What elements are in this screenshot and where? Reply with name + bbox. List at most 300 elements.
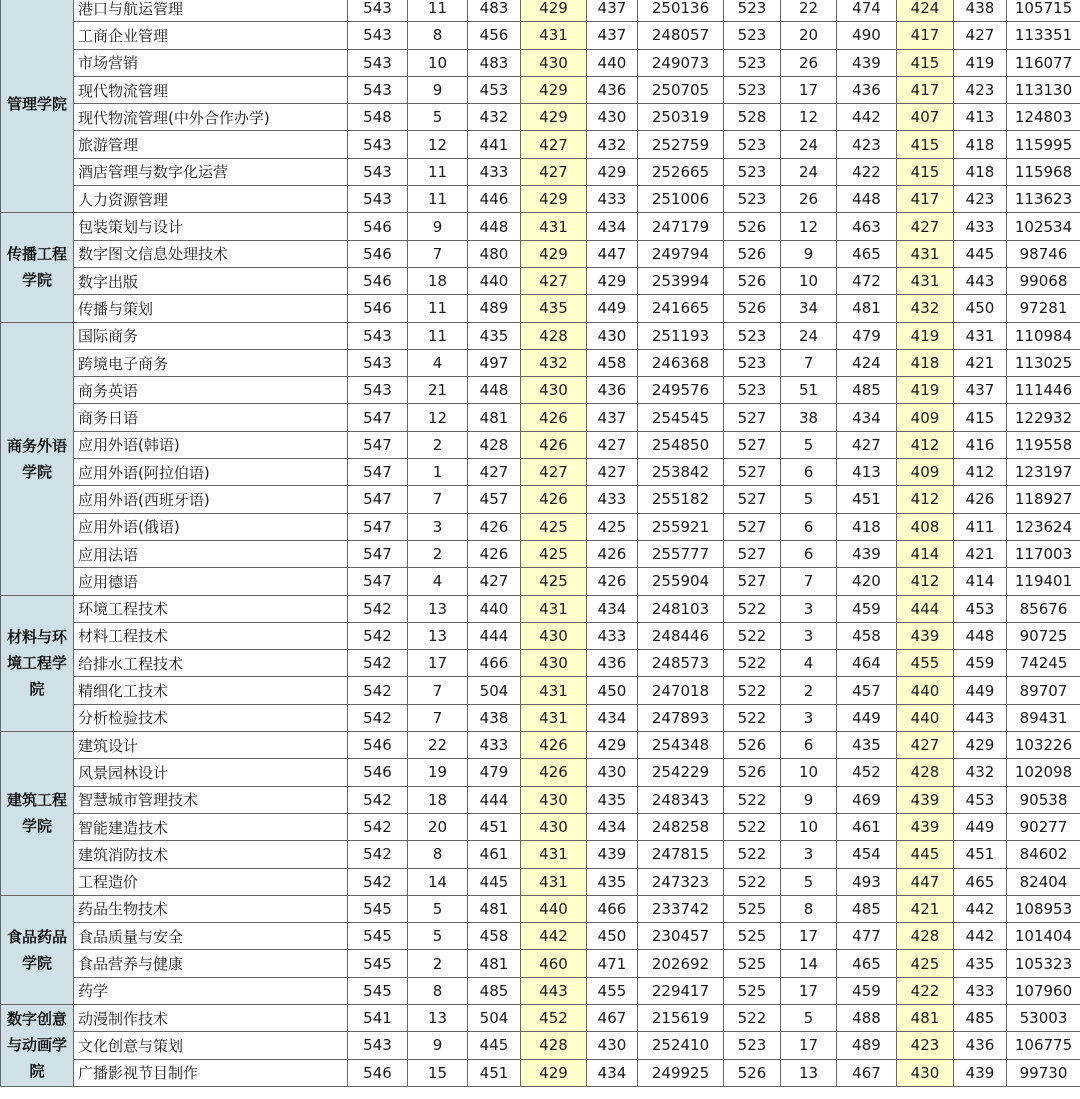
score-cell: 526 — [724, 1059, 781, 1086]
score-cell: 427 — [954, 22, 1007, 49]
major-name-cell: 智能建造技术 — [74, 813, 348, 840]
table-row — [1, 267, 1080, 294]
table-row — [1, 1059, 1080, 1086]
score-cell: 408 — [897, 513, 954, 540]
score-cell: 21 — [408, 377, 468, 404]
score-cell: 443 — [521, 977, 587, 1004]
score-cell: 522 — [724, 595, 781, 622]
score-cell: 51 — [781, 377, 837, 404]
score-cell: 17 — [781, 76, 837, 103]
score-cell: 2 — [408, 950, 468, 977]
score-cell: 8 — [408, 22, 468, 49]
score-cell: 504 — [468, 677, 521, 704]
score-cell: 433 — [468, 732, 521, 759]
score-cell: 522 — [724, 677, 781, 704]
score-cell: 422 — [897, 977, 954, 1004]
major-name-cell: 精细化工技术 — [74, 677, 348, 704]
score-cell: 122932 — [1007, 404, 1080, 431]
score-cell: 409 — [897, 404, 954, 431]
score-cell: 247815 — [638, 841, 724, 868]
score-cell: 465 — [837, 240, 897, 267]
score-cell: 427 — [521, 131, 587, 158]
score-cell: 99730 — [1007, 1059, 1080, 1086]
score-cell: 522 — [724, 650, 781, 677]
table-row — [1, 595, 1080, 622]
score-cell: 415 — [897, 158, 954, 185]
score-cell: 74245 — [1007, 650, 1080, 677]
score-cell: 430 — [521, 377, 587, 404]
score-cell: 250319 — [638, 104, 724, 131]
score-cell: 445 — [468, 868, 521, 895]
score-cell: 481 — [837, 295, 897, 322]
score-cell: 450 — [954, 295, 1007, 322]
score-cell: 429 — [587, 732, 638, 759]
score-cell: 432 — [468, 104, 521, 131]
score-cell: 430 — [521, 622, 587, 649]
score-cell: 547 — [348, 486, 408, 513]
score-cell: 493 — [837, 868, 897, 895]
score-cell: 430 — [521, 813, 587, 840]
score-cell: 522 — [724, 813, 781, 840]
score-cell: 113623 — [1007, 186, 1080, 213]
score-cell: 20 — [408, 813, 468, 840]
table-row — [1, 131, 1080, 158]
score-cell: 430 — [521, 650, 587, 677]
score-cell: 436 — [587, 76, 638, 103]
score-cell: 430 — [587, 1032, 638, 1059]
score-cell: 418 — [954, 158, 1007, 185]
score-cell: 106775 — [1007, 1032, 1080, 1059]
score-cell: 481 — [897, 1004, 954, 1031]
score-cell: 113351 — [1007, 22, 1080, 49]
score-cell: 248446 — [638, 622, 724, 649]
score-cell: 115968 — [1007, 158, 1080, 185]
score-cell: 489 — [837, 1032, 897, 1059]
score-cell: 247323 — [638, 868, 724, 895]
score-cell: 490 — [837, 22, 897, 49]
score-cell: 123624 — [1007, 513, 1080, 540]
score-cell: 546 — [348, 732, 408, 759]
score-cell: 9 — [408, 76, 468, 103]
score-cell: 414 — [897, 540, 954, 567]
score-cell: 436 — [587, 377, 638, 404]
score-cell: 479 — [468, 759, 521, 786]
major-name-cell: 动漫制作技术 — [74, 1004, 348, 1031]
score-cell: 426 — [521, 404, 587, 431]
score-cell: 429 — [587, 267, 638, 294]
score-cell: 547 — [348, 513, 408, 540]
major-name-cell: 应用外语(俄语) — [74, 513, 348, 540]
score-cell: 451 — [468, 1059, 521, 1086]
major-name-cell: 应用德语 — [74, 568, 348, 595]
score-cell: 430 — [587, 759, 638, 786]
score-cell: 433 — [587, 622, 638, 649]
score-cell: 485 — [837, 377, 897, 404]
score-cell: 542 — [348, 650, 408, 677]
score-cell: 466 — [587, 895, 638, 922]
table-row — [1, 977, 1080, 1004]
score-cell: 12 — [408, 131, 468, 158]
score-cell: 546 — [348, 1059, 408, 1086]
score-cell: 466 — [468, 650, 521, 677]
score-cell: 249073 — [638, 49, 724, 76]
score-cell: 453 — [468, 76, 521, 103]
score-cell: 6 — [781, 540, 837, 567]
score-cell: 252665 — [638, 158, 724, 185]
score-cell: 2 — [781, 677, 837, 704]
score-cell: 413 — [837, 459, 897, 486]
score-cell: 14 — [781, 950, 837, 977]
score-cell: 248343 — [638, 786, 724, 813]
score-cell: 10 — [408, 49, 468, 76]
score-cell: 7 — [408, 240, 468, 267]
table-row — [1, 22, 1080, 49]
score-cell: 438 — [468, 704, 521, 731]
score-cell: 440 — [468, 267, 521, 294]
score-cell: 98746 — [1007, 240, 1080, 267]
score-cell: 438 — [954, 0, 1007, 22]
score-cell: 441 — [468, 131, 521, 158]
score-cell: 434 — [587, 704, 638, 731]
score-cell: 85676 — [1007, 595, 1080, 622]
score-cell: 253994 — [638, 267, 724, 294]
score-cell: 427 — [521, 267, 587, 294]
score-cell: 460 — [521, 950, 587, 977]
score-cell: 526 — [724, 759, 781, 786]
score-cell: 97281 — [1007, 295, 1080, 322]
table-row — [1, 786, 1080, 813]
major-name-cell: 药品生物技术 — [74, 895, 348, 922]
score-cell: 448 — [468, 377, 521, 404]
score-cell: 442 — [954, 923, 1007, 950]
score-cell: 527 — [724, 486, 781, 513]
score-cell: 434 — [587, 813, 638, 840]
score-cell: 252759 — [638, 131, 724, 158]
score-cell: 7 — [408, 486, 468, 513]
major-name-cell: 应用外语(韩语) — [74, 431, 348, 458]
major-name-cell: 酒店管理与数字化运营 — [74, 158, 348, 185]
college-name-cell: 传播工程学院 — [1, 213, 74, 322]
score-cell: 5 — [408, 895, 468, 922]
score-cell: 417 — [897, 186, 954, 213]
score-cell: 445 — [954, 240, 1007, 267]
score-cell: 118927 — [1007, 486, 1080, 513]
score-cell: 543 — [348, 76, 408, 103]
score-cell: 18 — [408, 786, 468, 813]
score-cell: 429 — [587, 158, 638, 185]
score-cell: 546 — [348, 759, 408, 786]
major-name-cell: 给排水工程技术 — [74, 650, 348, 677]
score-cell: 545 — [348, 977, 408, 1004]
score-cell: 427 — [468, 459, 521, 486]
score-cell: 426 — [587, 540, 638, 567]
score-cell: 254348 — [638, 732, 724, 759]
major-name-cell: 建筑设计 — [74, 732, 348, 759]
score-cell: 439 — [897, 786, 954, 813]
score-cell: 107960 — [1007, 977, 1080, 1004]
score-cell: 111446 — [1007, 377, 1080, 404]
score-cell: 9 — [781, 786, 837, 813]
score-cell: 124803 — [1007, 104, 1080, 131]
score-cell: 84602 — [1007, 841, 1080, 868]
score-cell: 523 — [724, 49, 781, 76]
score-cell: 428 — [897, 759, 954, 786]
score-cell: 17 — [781, 977, 837, 1004]
score-cell: 419 — [954, 49, 1007, 76]
score-cell: 431 — [897, 240, 954, 267]
score-cell: 546 — [348, 213, 408, 240]
score-cell: 527 — [724, 459, 781, 486]
score-cell: 527 — [724, 513, 781, 540]
score-cell: 427 — [837, 431, 897, 458]
score-cell: 458 — [837, 622, 897, 649]
score-cell: 17 — [781, 1032, 837, 1059]
score-cell: 249794 — [638, 240, 724, 267]
score-cell: 547 — [348, 404, 408, 431]
score-cell: 255904 — [638, 568, 724, 595]
score-cell: 426 — [521, 486, 587, 513]
major-name-cell: 数字出版 — [74, 267, 348, 294]
score-cell: 110984 — [1007, 322, 1080, 349]
score-cell: 215619 — [638, 1004, 724, 1031]
score-cell: 523 — [724, 0, 781, 22]
score-cell: 543 — [348, 349, 408, 376]
score-cell: 430 — [521, 786, 587, 813]
score-cell: 461 — [837, 813, 897, 840]
score-cell: 522 — [724, 1004, 781, 1031]
score-cell: 450 — [587, 677, 638, 704]
score-cell: 407 — [897, 104, 954, 131]
score-cell: 548 — [348, 104, 408, 131]
score-cell: 545 — [348, 923, 408, 950]
score-cell: 457 — [468, 486, 521, 513]
score-cell: 425 — [521, 568, 587, 595]
score-cell: 542 — [348, 622, 408, 649]
score-cell: 119401 — [1007, 568, 1080, 595]
score-cell: 17 — [408, 650, 468, 677]
score-cell: 448 — [954, 622, 1007, 649]
score-cell: 427 — [897, 213, 954, 240]
score-cell: 431 — [521, 841, 587, 868]
score-cell: 440 — [468, 595, 521, 622]
score-cell: 523 — [724, 377, 781, 404]
score-cell: 437 — [587, 22, 638, 49]
score-cell: 90277 — [1007, 813, 1080, 840]
college-name-cell: 数字创意与动画学院 — [1, 1004, 74, 1086]
score-cell: 411 — [954, 513, 1007, 540]
score-cell: 426 — [587, 568, 638, 595]
score-cell: 24 — [781, 131, 837, 158]
score-cell: 427 — [587, 431, 638, 458]
major-name-cell: 人力资源管理 — [74, 186, 348, 213]
score-cell: 483 — [468, 0, 521, 22]
score-cell: 481 — [468, 950, 521, 977]
score-cell: 440 — [897, 677, 954, 704]
score-cell: 419 — [897, 322, 954, 349]
score-cell: 11 — [408, 295, 468, 322]
score-cell: 435 — [587, 786, 638, 813]
score-cell: 3 — [781, 595, 837, 622]
score-cell: 430 — [587, 322, 638, 349]
major-name-cell: 数字图文信息处理技术 — [74, 240, 348, 267]
score-cell: 522 — [724, 786, 781, 813]
score-cell: 233742 — [638, 895, 724, 922]
score-cell: 430 — [587, 104, 638, 131]
score-cell: 439 — [837, 49, 897, 76]
score-cell: 34 — [781, 295, 837, 322]
score-cell: 458 — [468, 923, 521, 950]
score-cell: 543 — [348, 22, 408, 49]
score-cell: 202692 — [638, 950, 724, 977]
table-row — [1, 568, 1080, 595]
score-cell: 444 — [897, 595, 954, 622]
score-cell: 433 — [954, 213, 1007, 240]
score-cell: 459 — [837, 595, 897, 622]
score-cell: 546 — [348, 240, 408, 267]
score-cell: 431 — [897, 267, 954, 294]
score-cell: 427 — [521, 158, 587, 185]
score-cell: 542 — [348, 704, 408, 731]
score-cell: 12 — [781, 213, 837, 240]
score-cell: 542 — [348, 813, 408, 840]
score-cell: 479 — [837, 322, 897, 349]
score-cell: 526 — [724, 732, 781, 759]
score-cell: 249576 — [638, 377, 724, 404]
score-cell: 4 — [408, 568, 468, 595]
table-row — [1, 650, 1080, 677]
score-cell: 481 — [468, 404, 521, 431]
score-cell: 424 — [837, 349, 897, 376]
score-cell: 102098 — [1007, 759, 1080, 786]
major-name-cell: 现代物流管理(中外合作办学) — [74, 104, 348, 131]
score-cell: 465 — [837, 950, 897, 977]
table-row — [1, 704, 1080, 731]
score-cell: 24 — [781, 322, 837, 349]
score-cell: 429 — [521, 186, 587, 213]
score-cell: 442 — [837, 104, 897, 131]
score-cell: 253842 — [638, 459, 724, 486]
score-cell: 527 — [724, 540, 781, 567]
score-cell: 444 — [468, 786, 521, 813]
major-name-cell: 应用外语(阿拉伯语) — [74, 459, 348, 486]
score-cell: 414 — [954, 568, 1007, 595]
major-name-cell: 工程造价 — [74, 868, 348, 895]
score-cell: 3 — [408, 513, 468, 540]
score-cell: 113025 — [1007, 349, 1080, 376]
score-cell: 436 — [587, 650, 638, 677]
score-cell: 423 — [837, 131, 897, 158]
score-cell: 423 — [954, 76, 1007, 103]
table-row — [1, 322, 1080, 349]
score-cell: 421 — [954, 349, 1007, 376]
score-cell: 425 — [521, 540, 587, 567]
score-cell: 483 — [468, 49, 521, 76]
table-row — [1, 486, 1080, 513]
score-cell: 90725 — [1007, 622, 1080, 649]
score-cell: 522 — [724, 622, 781, 649]
score-cell: 90538 — [1007, 786, 1080, 813]
score-cell: 7 — [781, 349, 837, 376]
score-cell: 412 — [897, 431, 954, 458]
score-cell: 13 — [408, 622, 468, 649]
score-cell: 7 — [781, 568, 837, 595]
score-cell: 254545 — [638, 404, 724, 431]
score-cell: 523 — [724, 349, 781, 376]
major-name-cell: 现代物流管理 — [74, 76, 348, 103]
score-cell: 431 — [521, 677, 587, 704]
score-cell: 7 — [408, 704, 468, 731]
score-cell: 412 — [897, 486, 954, 513]
score-cell: 443 — [954, 704, 1007, 731]
score-cell: 437 — [954, 377, 1007, 404]
table-row — [1, 349, 1080, 376]
score-cell: 421 — [954, 540, 1007, 567]
college-name-cell: 管理学院 — [1, 0, 74, 213]
major-name-cell: 商务日语 — [74, 404, 348, 431]
score-cell: 527 — [724, 568, 781, 595]
score-cell: 439 — [897, 813, 954, 840]
score-cell: 426 — [521, 732, 587, 759]
score-cell: 432 — [587, 131, 638, 158]
score-cell: 504 — [468, 1004, 521, 1031]
score-cell: 489 — [468, 295, 521, 322]
score-cell: 543 — [348, 377, 408, 404]
score-cell: 5 — [408, 104, 468, 131]
score-cell: 546 — [348, 295, 408, 322]
score-cell: 547 — [348, 431, 408, 458]
score-cell: 434 — [587, 595, 638, 622]
score-cell: 5 — [781, 1004, 837, 1031]
college-name-cell: 商务外语学院 — [1, 322, 74, 595]
score-cell: 247018 — [638, 677, 724, 704]
table-row — [1, 813, 1080, 840]
score-cell: 477 — [837, 923, 897, 950]
score-cell: 247179 — [638, 213, 724, 240]
score-cell: 523 — [724, 22, 781, 49]
table-row — [1, 759, 1080, 786]
score-cell: 454 — [837, 841, 897, 868]
table-row — [1, 677, 1080, 704]
score-cell: 523 — [724, 322, 781, 349]
score-cell: 543 — [348, 131, 408, 158]
score-cell: 418 — [954, 131, 1007, 158]
score-cell: 542 — [348, 677, 408, 704]
score-cell: 522 — [724, 841, 781, 868]
score-cell: 459 — [837, 977, 897, 1004]
score-cell: 425 — [587, 513, 638, 540]
score-cell: 431 — [521, 213, 587, 240]
score-cell: 455 — [587, 977, 638, 1004]
score-cell: 445 — [897, 841, 954, 868]
score-cell: 523 — [724, 158, 781, 185]
score-cell: 485 — [954, 1004, 1007, 1031]
score-cell: 108953 — [1007, 895, 1080, 922]
score-cell: 469 — [837, 786, 897, 813]
score-cell: 230457 — [638, 923, 724, 950]
score-cell: 413 — [954, 104, 1007, 131]
score-cell: 464 — [837, 650, 897, 677]
table-row — [1, 104, 1080, 131]
score-cell: 434 — [587, 1059, 638, 1086]
score-cell: 463 — [837, 213, 897, 240]
score-cell: 547 — [348, 540, 408, 567]
table-row — [1, 49, 1080, 76]
score-cell: 439 — [837, 540, 897, 567]
score-cell: 547 — [348, 568, 408, 595]
score-cell: 527 — [724, 431, 781, 458]
score-cell: 457 — [837, 677, 897, 704]
score-cell: 5 — [781, 431, 837, 458]
